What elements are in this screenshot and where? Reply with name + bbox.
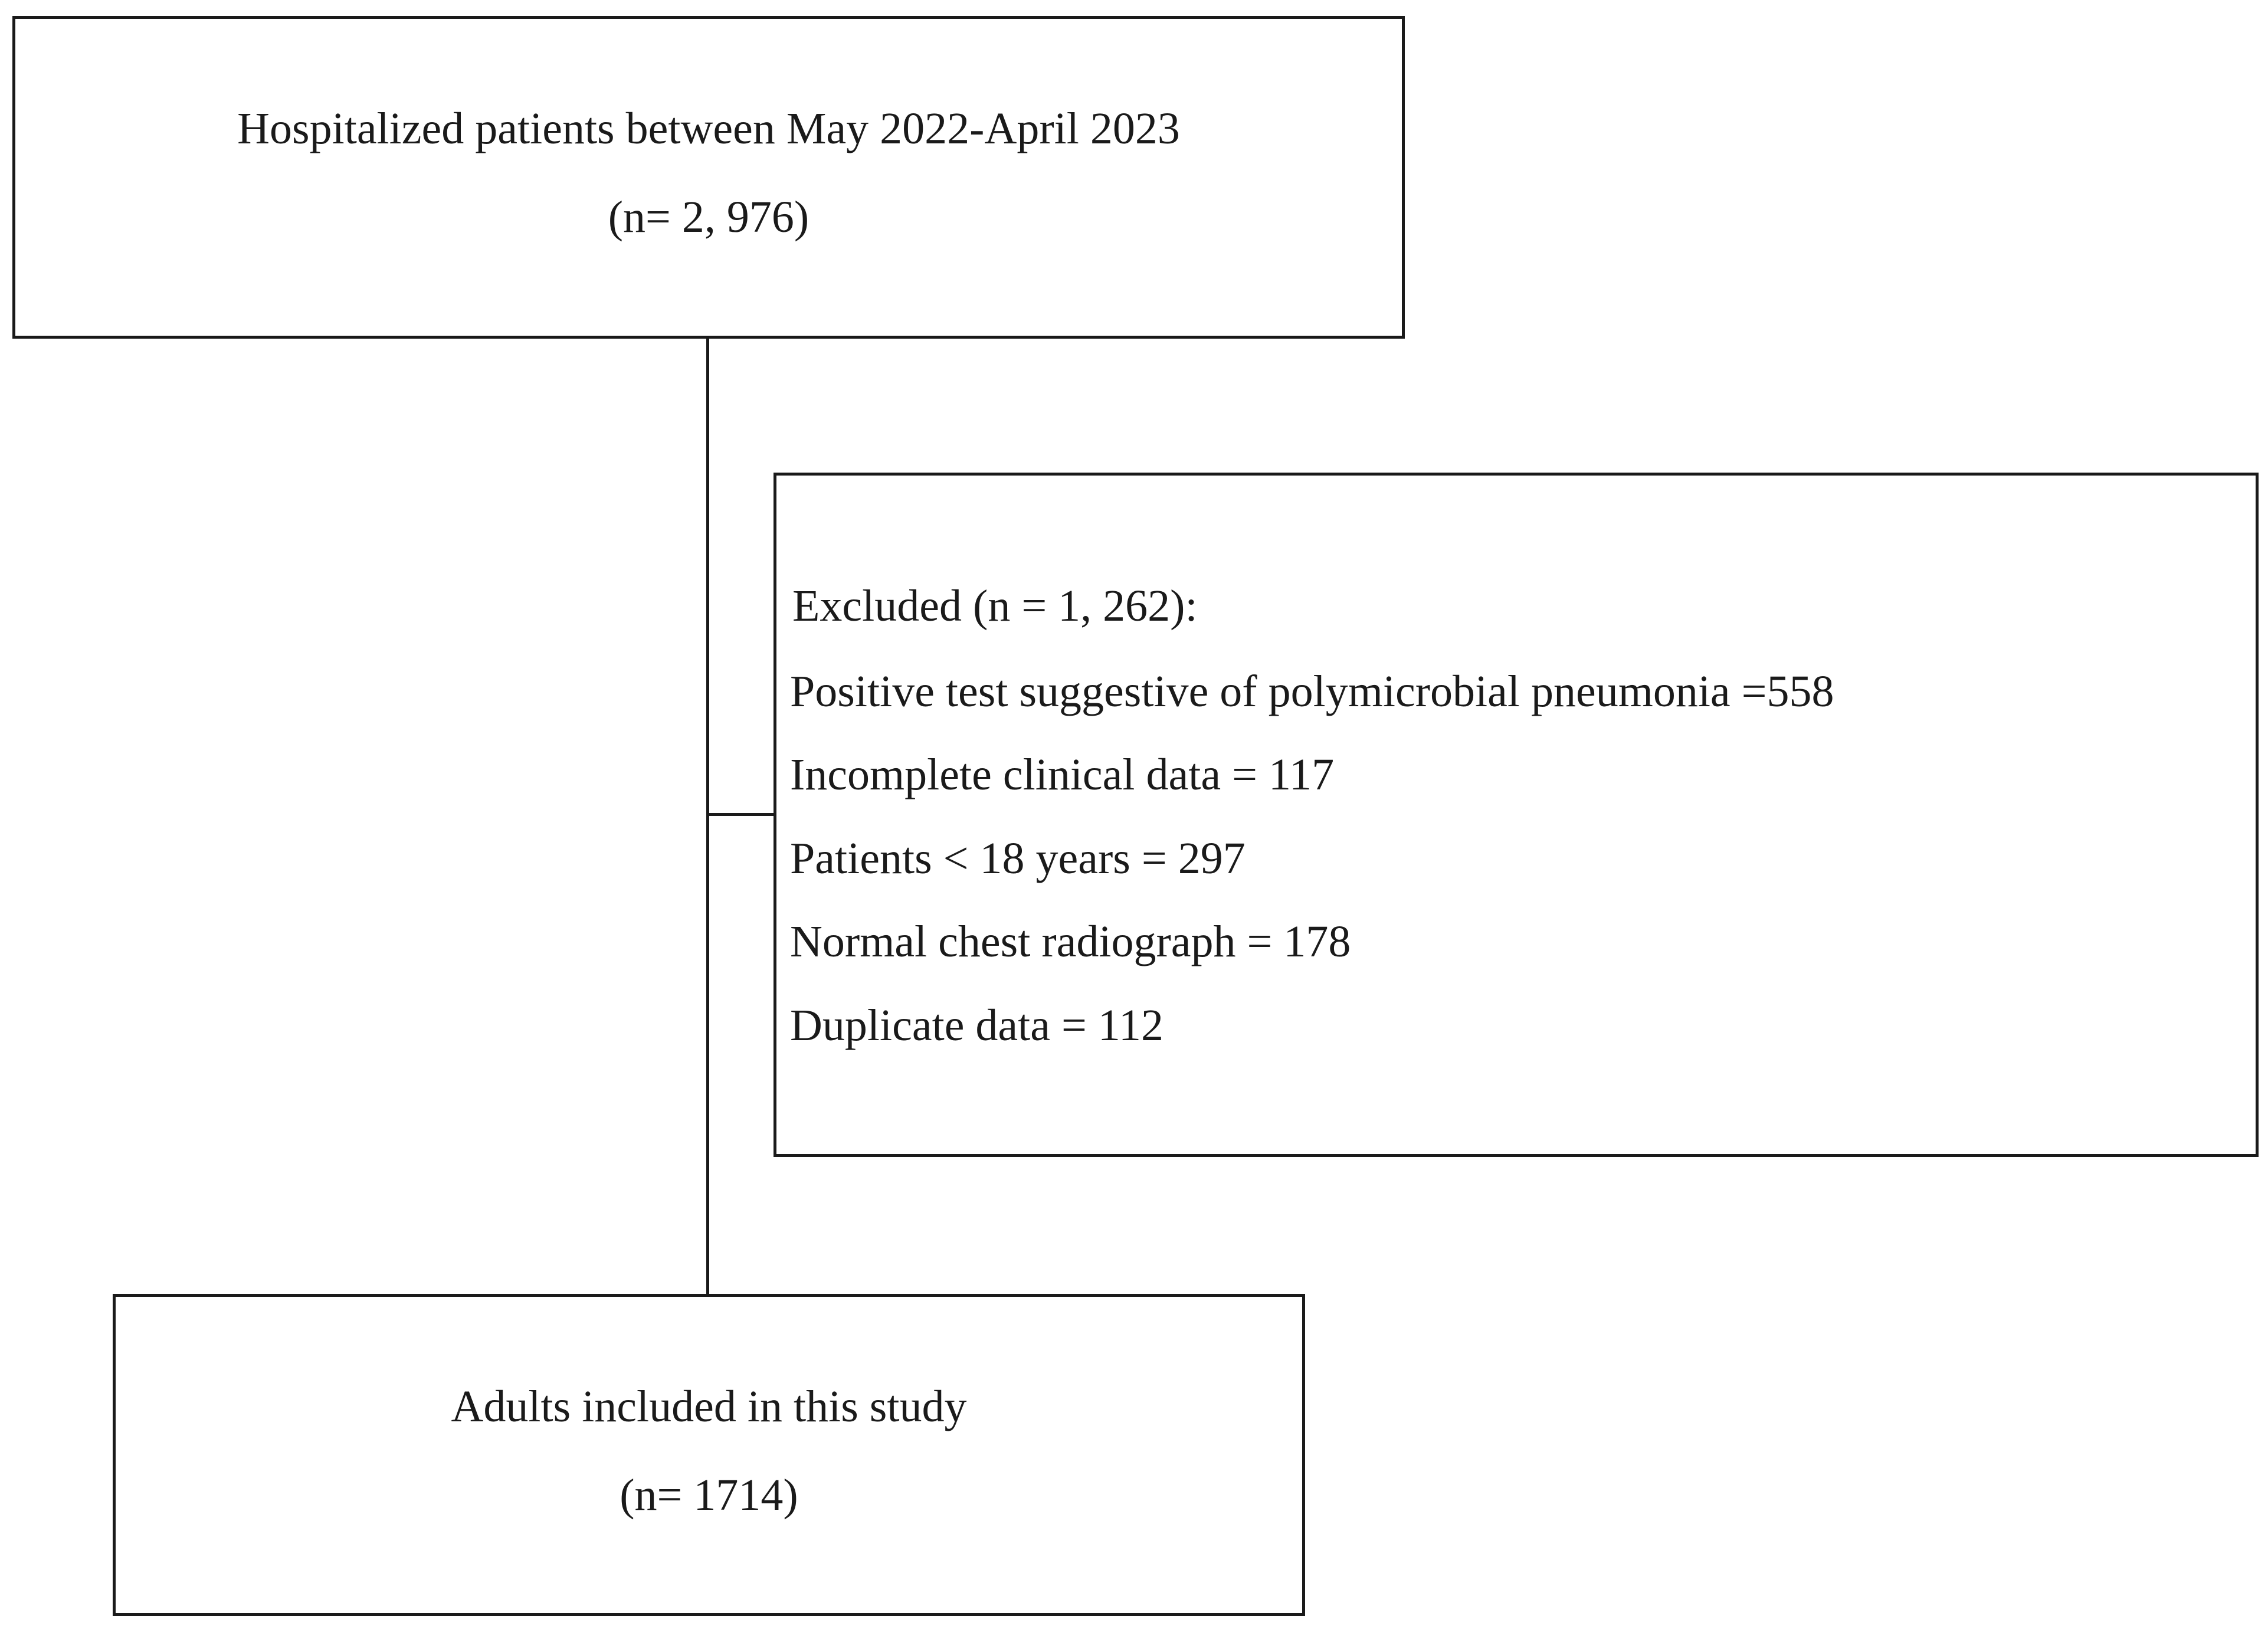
excluded-item: Incomplete clinical data = 117 xyxy=(790,750,1335,799)
enrollment-description: Hospitalized patients between May 2022-April 2023 xyxy=(237,104,1180,153)
included-box xyxy=(113,1294,1305,1616)
enrollment-box xyxy=(12,16,1405,339)
excluded-item: Patients < 18 years = 297 xyxy=(790,834,1246,883)
included-description: Adults included in this study xyxy=(451,1382,967,1431)
excluded-item: Normal chest radiograph = 178 xyxy=(790,917,1351,966)
excluded-box xyxy=(774,473,2259,1157)
flow-connector-branch xyxy=(706,813,775,816)
excluded-item: Positive test suggestive of polymicrobial pneumonia =558 xyxy=(790,667,1834,716)
enrollment-count: (n= 2, 976) xyxy=(608,192,809,242)
excluded-item: Duplicate data = 112 xyxy=(790,1001,1164,1050)
flow-connector-vertical xyxy=(706,339,709,1294)
excluded-header: Excluded (n = 1, 262): xyxy=(792,581,1198,631)
included-count: (n= 1714) xyxy=(620,1470,798,1520)
